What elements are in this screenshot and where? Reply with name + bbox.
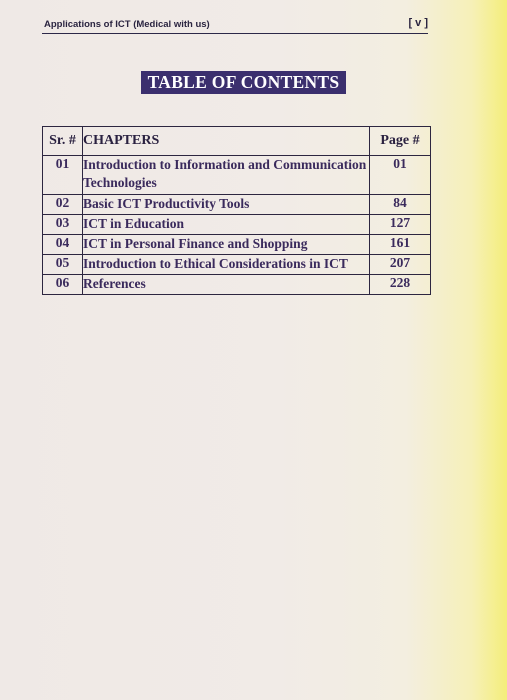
chapter-page: 01 [370, 156, 431, 195]
chapter-number: 06 [43, 275, 83, 295]
toc-row [43, 195, 431, 215]
column-header-chapters: CHAPTERS [83, 127, 370, 156]
page-number: [ v ] [408, 17, 428, 29]
toc-title-banner [141, 71, 346, 94]
chapter-number: 04 [43, 235, 83, 255]
toc-row [43, 156, 431, 195]
chapter-page: 207 [370, 255, 431, 275]
toc-row [43, 235, 431, 255]
toc-title: TABLE OF CONTENTS [147, 72, 340, 92]
running-header [42, 19, 428, 34]
column-header-page: Page # [370, 127, 431, 156]
chapter-number: 01 [43, 156, 83, 195]
chapter-title: Introduction to Ethical Considerations in ICT [83, 255, 370, 275]
toc-row [43, 255, 431, 275]
toc-row [43, 215, 431, 235]
chapter-title: Basic ICT Productivity Tools [83, 195, 370, 215]
chapter-number: 05 [43, 255, 83, 275]
chapter-number: 02 [43, 195, 83, 215]
chapter-number: 03 [43, 215, 83, 235]
toc-row [43, 275, 431, 295]
book-title: Applications of ICT (Medical with us) [44, 19, 210, 30]
chapter-page: 84 [370, 195, 431, 215]
toc-table [42, 126, 431, 295]
toc-header-row [43, 127, 431, 156]
column-header-sr: Sr. # [43, 127, 83, 156]
chapter-page: 127 [370, 215, 431, 235]
chapter-title: ICT in Personal Finance and Shopping [83, 235, 370, 255]
chapter-page: 161 [370, 235, 431, 255]
chapter-page: 228 [370, 275, 431, 295]
chapter-title: Introduction to Information and Communication Technologies [83, 156, 370, 195]
chapter-title: References [83, 275, 370, 295]
chapter-title: ICT in Education [83, 215, 370, 235]
